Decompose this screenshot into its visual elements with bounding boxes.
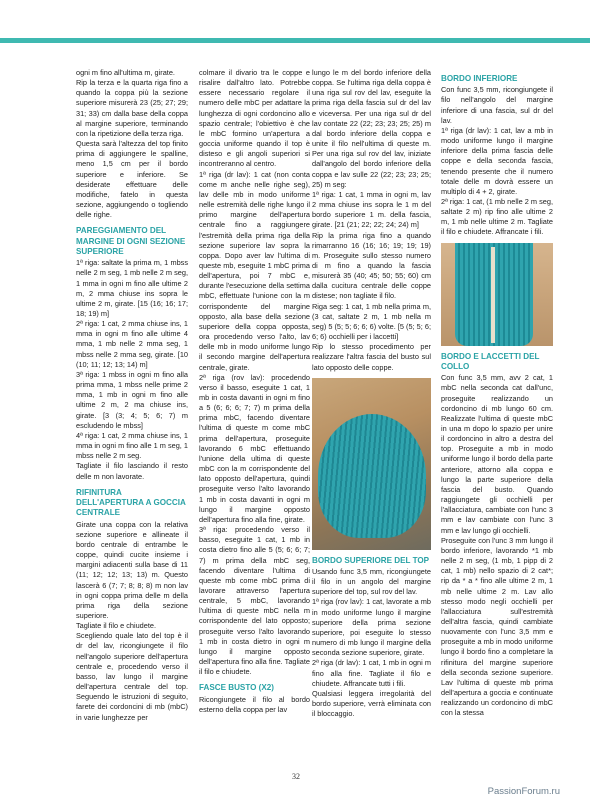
paragraph: Con func 3,5 mm, avv 2 cat, 1 mbC nella seconda cat dall'unc, proseguite realizzando un cordoncino di mb lungo 60 cm. Realizzate l'ultima di queste mbC in una m dopo lo spazio per unire il cordoncino in altro a destra del top. Proseguite a mb in modo uniforme lungo il bordo della parte anteriore, attorno alla coppa e lungo la parte superiore della fascia del busto. Quando raggiungete gli occhielli per l'allacciatura, cambiate con l'unc 3 mm e lav cambiate con l'unc 3 mm e lav lungo gli occhielli. <box>441 373 553 535</box>
paragraph: 1ª riga (dr lav): 1 cat (non conta come m anche nelle righe seg), lav delle mb in modo uniforme nelle estremità delle righe lungo il primo margine dell'apertura centrale fino a raggiungere l'estremità della prima riga della sezione superiore lav sopra la coppa. Dopo aver lav l'ultima di queste mb, eseguite 1 mbC prima dell'apertura, poi 7 mbC e, durante l'esecuzione della settima mbC, effettuate l'unione con la m corrispondente del margine opposto, alla base della sezione superiore della coppa opposta, ora procedendo verso l'alto, lav delle mb in modo uniforme lungo il secondo margine dell'apertura centrale, girate. <box>199 169 310 372</box>
header-rule <box>0 38 590 43</box>
photo-top-detail <box>312 378 431 550</box>
photo-collar-detail <box>441 243 553 346</box>
paragraph: Con func 3,5 mm, ricongiungete il filo nell'angolo del margine inferiore di una fascia, sul dr del lav. <box>441 85 553 125</box>
column-4 <box>441 68 553 719</box>
paragraph: Riga seg: 1 cat, 1 mb nella prima m, (3 cat, saltate 2 m, 1 mb nella m seg) 5 (5; 5; 6; 6; 6) volte. [5 (5; 5; 6; 6; 6) occhielli per i laccetti] <box>312 301 431 342</box>
lace-cord <box>491 247 495 343</box>
paragraph: Usando func 3,5 mm, ricongiungete il filo in un angolo del margine superiore del top, sul rov del lav. <box>312 566 431 597</box>
column-2 <box>199 68 310 715</box>
section-heading: FASCE BUSTO (X2) <box>199 683 274 693</box>
paragraph: Rip la terza e la quarta riga fino a quando la coppa più la sezione superiore misurerà 23 (25; 27; 29; 31; 33) cm dalla base della coppa al margine superiore, terminando con la ripetizione della terza riga. <box>76 78 188 138</box>
paragraph: Girate una coppa con la relativa sezione superiore e allineate il bordo centrale di entrambe le coppe, quindi cucite insieme i margini adiacenti sulla base di 11 (11; 12; 12; 13; 13) m. Questo lascerà 6 (7; 7; 8; 8; 8) m non lav in ogni coppa prima delle m della prima riga della sezione superiore. <box>76 519 188 620</box>
paragraph: Rip lo stesso procedimento per realizzare l'altra fascia del busto sul lato opposto delle coppe. <box>312 342 431 372</box>
paragraph: Tagliate il filo e chiudete. <box>76 621 157 631</box>
paragraph: 4ª riga: 1 cat, 2 mma chiuse ins, 1 mma in ogni m fino alle 1 m seg, 1 mbss nelle 2 m seg. <box>76 430 188 461</box>
paragraph: Ricongiungete il filo al bordo esterno della coppa per lav <box>199 694 310 714</box>
section-heading: RIFINITURA DELL'APERTURA A GOCCIA CENTRALE <box>76 487 186 518</box>
paragraph: 3ª riga: procedendo verso il basso, eseguite 1 cat, 1 mb in costa dietro fino alle 5 (5; 6; 6; 7; 7) m prima della mbC seg, facendo diventare l'ultima di queste mb come mbC prima di lavorare attraverso l'apertura centrale, 5 mbC, lavorando l'ultima di queste mbC nella m corrispondente del lato opposto; proseguite verso l'alto lavorando 1 mb in costa dietro in ogni m lungo il margine opposto dell'apertura fino alla fine. Tagliate il filo e chiudete. <box>199 525 310 677</box>
paragraph: 2ª riga (rov lav): procedendo verso il basso, eseguite 1 cat, 1 mb in costa davanti in ogni m fino a 5 (6; 6; 6; 7; 7) m prima della prima mbC, facendo diventare l'ultima di queste m come mbC prima dell'apertura, proseguite lavorando 6 mbC effettuando l'unione della ultima di queste mbC con la m corrispondente del lato opposto dell'apertura, quindi proseguite verso l'alto lavorando 1 mb in costa davanti in ogni m lungo il margine opposto dell'apertura fino alla fine, girate. <box>199 372 310 524</box>
knit-fabric <box>318 414 426 538</box>
paragraph: Scegliendo quale lato del top è il dr del lav, ricongiungete il filo nell'angolo superiore dell'apertura centrale e, procedendo verso il basso, lav lungo il margine dell'apertura centrale del top. Seguendo le istruzioni di seguito, farete dei cordoncini di mb (mbC) in varie lunghezze per <box>76 631 188 722</box>
paragraph: 2ª riga: 1 cat, (1 mb nelle 2 m seg, saltate 2 m) rip fino alle ultime 2 m, 1 mb nelle ultime 2 m. Tagliate il filo e chiudete. Affrancate i fili. <box>441 197 553 237</box>
paragraph: Qualsiasi leggera irregolarità del bordo superiore, verrà eliminata con il bloccaggio. <box>312 688 431 719</box>
paragraph: 1ª riga: 1 cat, 1 mma in ogni m, lav 2 mma chiuse ins sopra le 1 m del bordo superiore 1 m. della fascia, girate. [21 (21; 22; 22; 24; 24) m] <box>312 189 431 230</box>
watermark: PassionForum.ru <box>487 786 560 797</box>
section-heading: BORDO INFERIORE <box>441 74 518 83</box>
paragraph: ogni m fino all'ultima m, girate. <box>76 68 175 77</box>
paragraph: 3ª riga: 1 mbss in ogni m fino alla prima mma, 1 mbss nelle prime 2 mma, 1 mb in ogni m fino alle ultime 2 m, 2 ma chiuse ins, girate. [3 (3; 4; 5; 6; 7) m escludendo le mbss] <box>76 369 188 430</box>
paragraph: Questa sarà l'altezza del top finito prima di aggiungere le spalline, meno 1,5 cm per il bordo superiore e inferiore. Se desiderate effettuare delle modifiche, fatelo in questa sezione, aggiungendo o togliendo delle righe. <box>76 139 188 220</box>
page-number: 32 <box>292 772 300 781</box>
section-heading: PAREGGIAMENTO DEL MARGINE DI OGNI SEZIONE SUPERIORE <box>76 226 186 256</box>
paragraph: 1ª riga (rov lav): 1 cat, lavorate a mb in modo uniforme lungo il margine superiore della prima sezione superiore, poi eseguite lo stesso numero di mb lungo il margine della seconda sezione superiore, girate. <box>312 597 431 658</box>
paragraph: Proseguite con l'unc 3 mm lungo il bordo inferiore, lavorando *1 mb nelle 2 m seg, (1 mb, 1 pipp di 2 cat, 1 mb) nello spazio di 2 cat*; rip da * a * fino alle ultime 2 m, 1 mb nelle ultime 2 m. Lav allo stesso modo negli occhielli per l'allacciatura sull'estremità dell'altra fascia, quindi cambiate nuovamente con l'unc 3,5 mm e proseguite a mb in modo uniforme lungo il bordo fino a completare la rifinitura del margine superiore della seconda sezione superiore. Lav l'ultima di queste mb prima dell'apertura a goccia e continuate realizzando un cordoncino di mbC con la stessa <box>441 535 553 718</box>
paragraph: 2ª riga: 1 cat, 2 mma chiuse ins, 1 mma in ogni m fino alle ultime 4 mma, 1 mb nelle 2 mma seg, 1 mbss nelle 2 mma seg, girate. [10 (10; 11; 12; 13; 14) m] <box>76 319 188 369</box>
paragraph: 1ª riga: saltate la prima m, 1 mbss nelle 2 m seg, 1 mb nelle 2 m seg, 1 mma in ogni m fino alle ultime 2 m, 2 mma chiuse ins sopra le ultime 2 m, girate. [15 (16; 16; 17; 18; 19) m] <box>76 258 188 319</box>
paragraph: 1ª riga (dr lav): 1 cat, lav a mb in modo uniforme lungo il margine inferiore della prima fascia delle coppe e della seconda fascia, tenendo presente che il numero totale delle m dovrà essere un multiplo di 4 + 2, girate. <box>441 125 553 196</box>
column-1 <box>76 68 188 723</box>
section-heading: BORDO E LACCETTI DEL COLLO <box>441 351 540 371</box>
paragraph: Tagliate il filo lasciando il resto delle m non lavorate. <box>76 461 188 481</box>
section-heading: BORDO SUPERIORE DEL TOP <box>312 555 430 565</box>
paragraph: 2ª riga (dr lav): 1 cat, 1 mb in ogni m fino alla fine. Tagliate il filo e chiudete. Affrancate tutti i fili. <box>312 658 431 688</box>
top-band <box>0 0 590 58</box>
paragraph: lungo le m del bordo inferiore della coppa. Se l'ultima riga della coppa è una riga sul rov del lav, eseguite la prima riga della fascia sul dr del lav e viceversa. Per una riga sul dr del lav contate 22 (22; 23; 23; 25; 25) m dal bordo inferiore della coppa e unite il filo nell'ultima di queste m. Per una riga sul rov del lav, iniziate dall'angolo del bordo inferiore della coppa e lav sulle 22 (22; 23; 23; 25; 25) m seg: <box>312 68 431 189</box>
paragraph: colmare il divario tra le coppe e risalire dall'altro lato. Potrebbe essere necessario regolare il numero delle mbC per adattare la lunghezza di ogni cordoncino allo spazio centrale; l'obiettivo è che le mbC formino un'apertura a goccia uniforme quando il top è disteso e gli angoli superiori si incontreranno al centro. <box>199 68 310 169</box>
column-3 <box>312 68 431 719</box>
paragraph: Rip la prima riga fino a quando rimarranno 16 (16; 16; 19; 19; 19) m. Proseguite sullo stesso numero di m fino a quando la fascia misurerà 35 (40; 45; 50; 55; 60) cm dalla cucitura centrale delle coppe distese; non tagliate il filo. <box>312 230 431 301</box>
